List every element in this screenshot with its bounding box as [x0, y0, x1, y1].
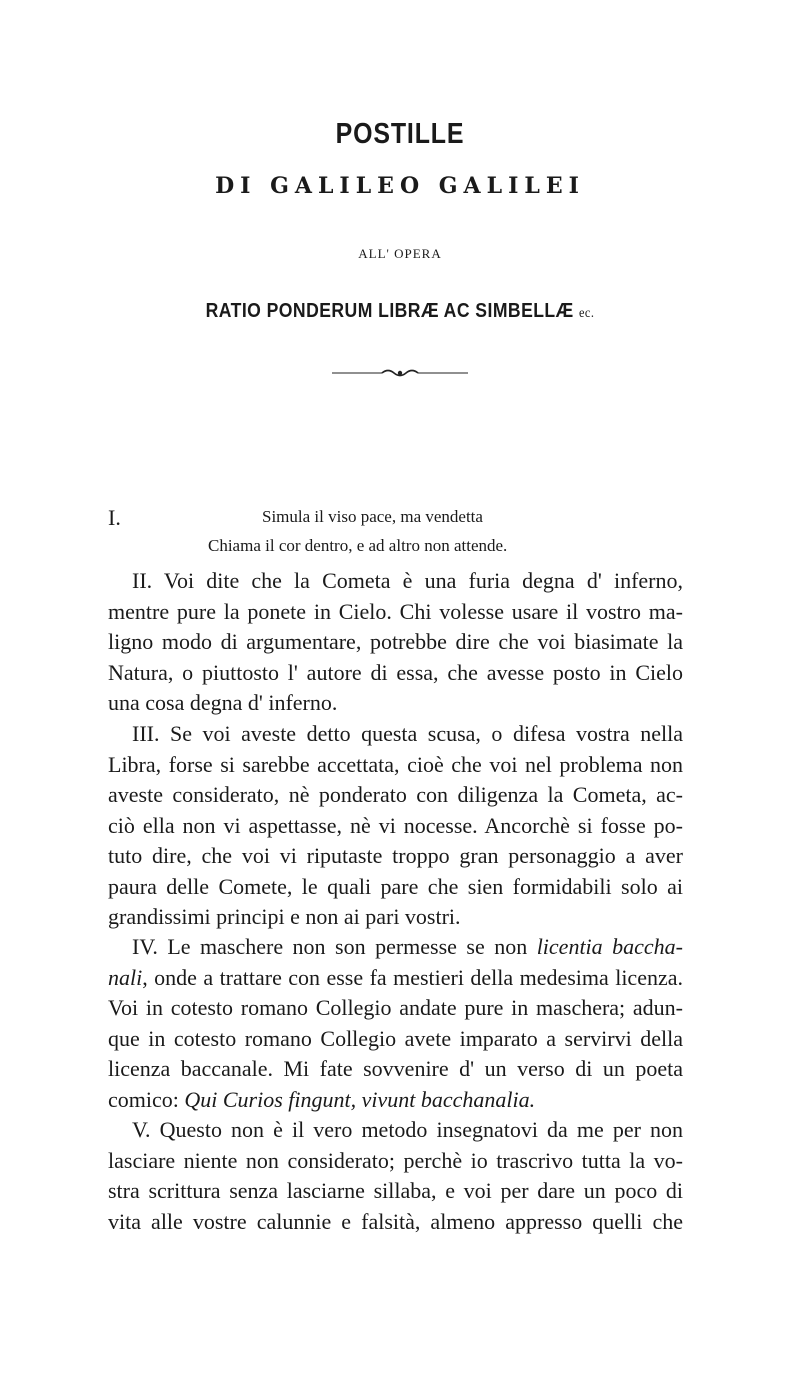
italic-span: Qui Curios fingunt, vivunt bacchanalia.: [184, 1086, 536, 1112]
text-line: III. Se voi aveste detto questa scusa, o difesa vostra nella: [132, 721, 683, 746]
text-line: [108, 932, 683, 963]
text-line: licenza baccanale. Mi fate sovvenire d' un verso di un poeta: [108, 1056, 683, 1081]
ornament-divider-icon: [330, 367, 470, 379]
text-line: stra scrittura senza lasciarne sillaba, e voi per dare un poco di: [108, 1178, 683, 1203]
italic-span: licentia baccha-: [536, 934, 683, 959]
text-line: II. Voi dite che la Cometa è una furia degna d' inferno,: [132, 568, 683, 593]
text-line: paura delle Comete, le quali pare che sien formidabili solo ai: [108, 873, 683, 899]
text-span: IV. Le maschere non son permesse se non: [132, 934, 537, 959]
author-line: DI GALILEO GALILEI: [215, 173, 585, 199]
subtitle-line: ALL' OPERA: [358, 246, 442, 261]
page-title: POSTILLE: [335, 118, 465, 150]
section-iii: [108, 719, 683, 933]
text-line: una cosa degna d' inferno.: [108, 690, 338, 715]
text-span: comico:: [108, 1086, 185, 1112]
text-line: vita alle vostre calunnie e falsità, almeno appresso quelli che: [108, 1208, 683, 1234]
text-line: ligno modo di argumentare, potrebbe dire che voi biasimate la: [108, 629, 683, 654]
work-title-etc: ec.: [579, 306, 595, 321]
text-line: mentre pure la ponete in Cielo. Chi volesse usare il vostro ma-: [108, 598, 683, 624]
section-v: [108, 1115, 683, 1237]
text-line: [108, 963, 683, 994]
text-line: aveste considerato, nè ponderato con diligenza la Cometa, ac-: [108, 782, 683, 807]
italic-span: nali: [108, 964, 143, 990]
section-iv: [108, 932, 683, 1115]
text-line: ciò ella non vi aspettasse, nè vi nocesse. Ancorchè si fosse po-: [108, 812, 683, 838]
text-line: V. Questo non è il vero metodo insegnatovi da me per non: [132, 1117, 683, 1142]
section-ii: [108, 566, 683, 719]
section-number: I.: [108, 505, 121, 530]
text-span: , onde a trattare con esse fa mestieri della medesima licenza.: [142, 964, 683, 990]
text-line: lasciare niente non considerato; perchè io trascrivo tutta la vo-: [108, 1147, 683, 1173]
text-line: grandissimi principi e non ai pari vostri.: [108, 904, 461, 929]
text-line: tuto dire, che voi vi riputaste troppo gran personaggio a aver: [108, 843, 683, 868]
text-line: Natura, o piuttosto l' autore di essa, che avesse posto in Cielo: [108, 659, 683, 685]
text-line: Libra, forse si sarebbe accettata, cioè che voi nel problema non: [108, 751, 683, 777]
text-line: que in cotesto romano Collegio avete imparato a servirvi della: [108, 1025, 683, 1051]
text-line: Voi in cotesto romano Collegio andate pure in maschera; adun-: [108, 995, 683, 1020]
work-title: [48, 300, 752, 323]
work-title-text: RATIO PONDERUM LIBRÆ AC SIMBELLÆ: [205, 300, 574, 322]
verse-line-2: Chiama il cor dentro, e ad altro non attende.: [208, 536, 508, 555]
verse-line-1: Simula il viso pace, ma vendetta: [262, 507, 483, 526]
text-line: [108, 1085, 683, 1116]
